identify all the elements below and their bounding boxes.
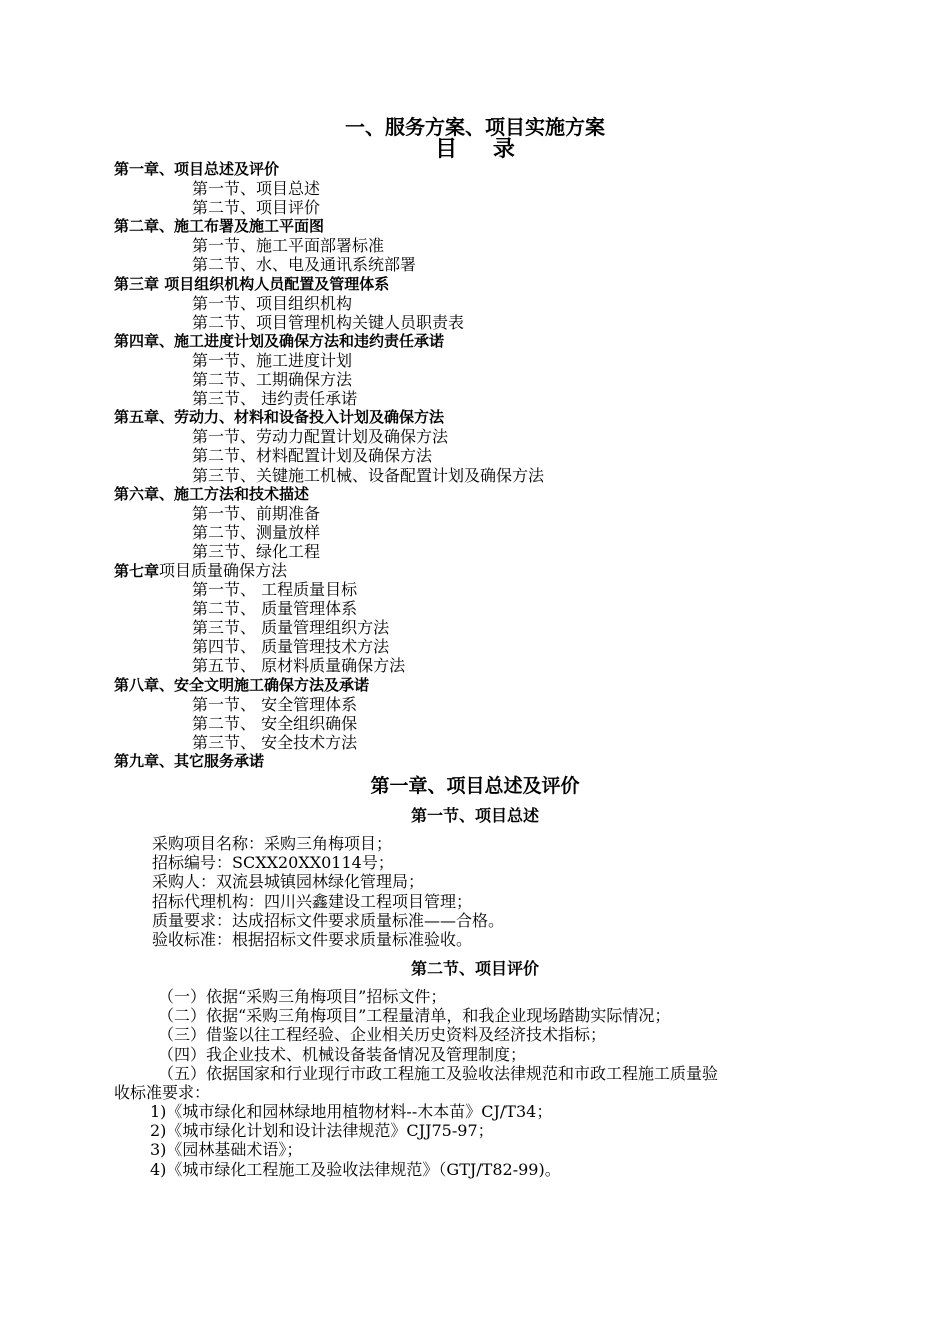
toc-chapter [114, 332, 874, 351]
section-heading: 第一节、项目总述 [410, 806, 539, 825]
basis-line: （一）依据“采购三角梅项目”招标文件； [158, 987, 447, 1006]
toc-section: 第一节、施工平面部署标准 [192, 236, 385, 256]
toc-chapter-title: 第五章、劳动力、材料和设备投入计划及确保方法 [114, 408, 445, 427]
toc-chapter [114, 485, 874, 504]
toc-chapter [114, 752, 874, 771]
toc-chapter-title: 第九章、其它服务承诺 [114, 751, 265, 770]
toc-section: 第一节、前期准备 [192, 503, 321, 523]
toc-chapter [114, 160, 874, 179]
toc-section: 第二节、材料配置计划及确保方法 [192, 446, 433, 466]
toc-chapter [114, 561, 874, 580]
toc-section: 第二节、工期确保方法 [192, 370, 353, 390]
toc-section: 第一节、项目总述 [192, 179, 321, 199]
toc-title: 目 录 [435, 137, 529, 162]
table-of-contents [114, 160, 874, 771]
toc-chapter-subtitle: 项目质量确保方法 [159, 560, 288, 580]
project-overview [114, 834, 854, 949]
toc-chapter [114, 408, 874, 427]
basis-line: 收标准要求： [114, 1082, 211, 1102]
toc-chapter [114, 217, 874, 236]
toc-section: 第二节、项目管理机构关键人员职责表 [192, 312, 465, 332]
toc-section: 第三节、 安全技术方法 [192, 732, 358, 752]
reference-standards [114, 1102, 854, 1179]
toc-section: 第二节、测量放样 [192, 522, 321, 542]
overview-line: 验收标准：根据招标文件要求质量标准验收。 [152, 929, 473, 949]
overview-line: 质量要求：达成招标文件要求质量标准——合格。 [152, 910, 505, 930]
toc-section: 第一节、项目组织机构 [192, 293, 353, 313]
basis-line: （三）借鉴以往工程经验、企业相关历史资料及经济技术指标； [158, 1025, 607, 1045]
toc-section: 第一节、施工进度计划 [192, 350, 353, 370]
toc-section: 第一节、 工程质量目标 [192, 580, 358, 600]
overview-line: 招标编号：SCXX20XX0114号； [152, 853, 394, 873]
toc-chapter [114, 676, 874, 695]
toc-section: 第五节、 原材料质量确保方法 [192, 656, 406, 676]
toc-chapter-title: 第一章、项目总述及评价 [114, 160, 280, 178]
basis-line: （四）我企业技术、机械设备装备情况及管理制度； [158, 1044, 527, 1064]
basis-line: （二）依据“采购三角梅项目”工程量清单，和我企业现场踏勘实际情况； [158, 1006, 671, 1026]
basis-line: （五）依据国家和行业现行市政工程施工及验收法律规范和市政工程施工质量验 [158, 1063, 719, 1083]
toc-section: 第二节、 质量管理体系 [192, 599, 358, 619]
toc-section: 第三节、 违约责任承诺 [192, 389, 358, 409]
toc-section: 第一节、 安全管理体系 [192, 694, 358, 714]
toc-section: 第三节、 质量管理组织方法 [192, 618, 390, 638]
document-title: 一、服务方案、项目实施方案 [345, 115, 605, 139]
toc-section: 第一节、劳动力配置计划及确保方法 [192, 427, 449, 447]
chapter-heading: 第一章、项目总述及评价 [370, 775, 580, 797]
toc-chapter-title: 第三章 项目组织机构人员配置及管理体系 [114, 274, 390, 293]
toc-section: 第三节、关键施工机械、设备配置计划及确保方法 [192, 465, 545, 485]
toc-chapter-title: 第八章、安全文明施工确保方法及承诺 [114, 675, 370, 694]
overview-line: 采购项目名称：采购三角梅项目； [152, 834, 393, 853]
toc-section: 第二节、 安全组织确保 [192, 713, 358, 733]
reference-item: 2)《城市绿化计划和设计法律规范》CJJ75-97； [150, 1121, 494, 1141]
toc-section: 第四节、 质量管理技术方法 [192, 637, 390, 657]
section-heading: 第二节、项目评价 [410, 959, 539, 978]
toc-chapter-title: 第七章 [114, 561, 160, 580]
reference-item: 1)《城市绿化和园林绿地用植物材料--木本苗》CJ/T34； [150, 1102, 553, 1121]
toc-chapter-title: 第六章、施工方法和技术描述 [114, 484, 310, 503]
toc-section: 第三节、绿化工程 [192, 541, 321, 561]
toc-section: 第二节、项目评价 [192, 198, 321, 218]
evaluation-basis [114, 987, 854, 1102]
overview-line: 招标代理机构：四川兴鑫建设工程项目管理； [152, 891, 473, 911]
reference-item: 3)《园林基础术语》； [150, 1140, 303, 1160]
toc-chapter [114, 275, 874, 294]
toc-chapter-title: 第二章、施工布署及施工平面图 [114, 217, 325, 236]
toc-chapter-title: 第四章、施工进度计划及确保方法和违约责任承诺 [114, 331, 445, 350]
toc-section: 第二节、水、电及通讯系统部署 [192, 255, 417, 275]
overview-line: 采购人：双流县城镇园林绿化管理局； [152, 872, 425, 892]
reference-item: 4)《城市绿化工程施工及验收法律规范》（GTJ/T82-99)。 [150, 1159, 561, 1179]
